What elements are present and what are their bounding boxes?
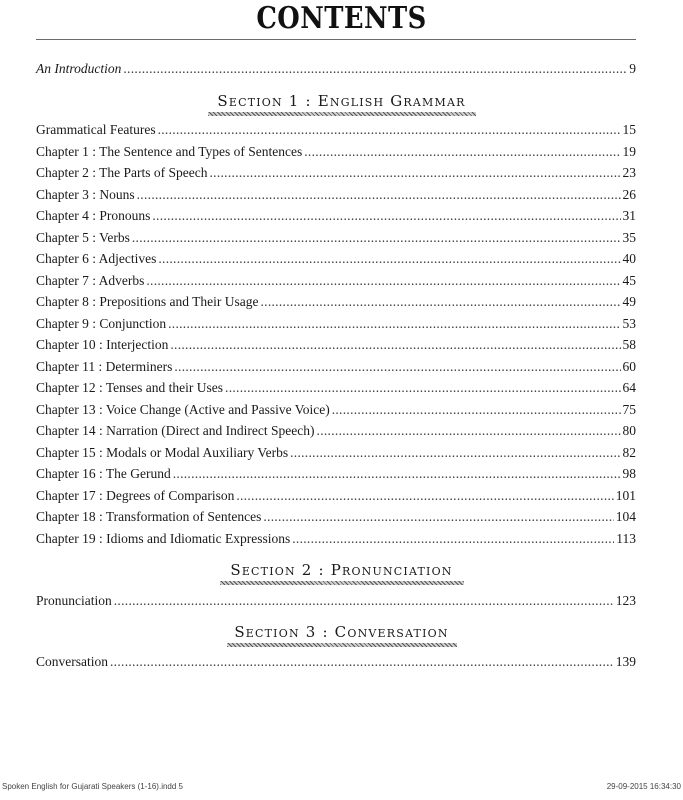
- section-heading-text: Section 3 : Conversation: [234, 623, 449, 641]
- toc-entry[interactable]: [36, 508, 636, 526]
- dot-leader: [173, 465, 621, 483]
- toc-entry-label: An Introduction: [36, 61, 122, 76]
- section-heading-text: Section 2 : Pronunciation: [230, 561, 453, 579]
- toc-entry-page: 98: [622, 466, 636, 481]
- dot-leader: [168, 315, 620, 333]
- section-1-heading: [0, 91, 683, 116]
- toc-entry[interactable]: [36, 143, 636, 161]
- toc-entry-label: Chapter 17 : Degrees of Comparison: [36, 487, 235, 503]
- dot-leader: [152, 207, 620, 225]
- toc-entry-page: 53: [622, 315, 636, 331]
- toc-entry[interactable]: [36, 465, 636, 483]
- toc-entry-page: 75: [622, 401, 636, 417]
- section-heading-underline: [227, 643, 457, 647]
- toc-entry-pronunciation[interactable]: [36, 592, 636, 610]
- toc-entry-label: Chapter 5 : Verbs: [36, 229, 130, 245]
- dot-leader: [174, 358, 620, 376]
- toc-entry-page: 58: [622, 337, 636, 352]
- toc-entry-page: 64: [622, 380, 636, 395]
- toc-entry-page: 19: [622, 143, 636, 159]
- toc-entry-label: Chapter 16 : The Gerund: [36, 466, 171, 481]
- dot-leader: [317, 422, 621, 440]
- dot-leader: [260, 293, 620, 311]
- toc-entry-label: Chapter 12 : Tenses and their Uses: [36, 380, 224, 395]
- toc-entry[interactable]: [36, 207, 636, 225]
- toc-entry-label: Conversation: [36, 654, 108, 669]
- dot-leader: [132, 229, 621, 247]
- toc-entry-page: 123: [615, 593, 636, 608]
- toc-entry[interactable]: [36, 272, 636, 290]
- toc-entry-label: Grammatical Features: [36, 122, 156, 137]
- section-heading-underline: [208, 112, 476, 116]
- toc-entry[interactable]: [36, 121, 636, 139]
- toc-entry-page: 15: [622, 122, 636, 137]
- section-heading-text: Section 1 : English Grammar: [217, 92, 466, 110]
- page-title: CONTENTS: [256, 1, 427, 36]
- toc-entry-label: Chapter 11 : Determiners: [36, 358, 173, 374]
- toc-entry[interactable]: [36, 401, 636, 419]
- toc-entry-label: Chapter 3 : Nouns: [36, 186, 135, 202]
- toc-entry-page: 113: [616, 530, 636, 546]
- toc-entry-conversation[interactable]: [36, 653, 636, 671]
- toc-entry-page: 101: [615, 487, 636, 503]
- section-2-heading: [0, 560, 683, 585]
- toc-entry-page: 80: [622, 423, 636, 438]
- dot-leader: [304, 143, 620, 161]
- dot-leader: [209, 164, 620, 182]
- toc-entry-page: 104: [615, 509, 636, 524]
- section-3-heading: [0, 622, 683, 647]
- toc-entry-label: Chapter 8 : Prepositions and Their Usage: [36, 294, 259, 309]
- toc-entry-label: Pronunciation: [36, 593, 112, 608]
- toc-entry[interactable]: [36, 379, 636, 397]
- toc-entry-label: Chapter 15 : Modals or Modal Auxiliary Verbs: [36, 444, 289, 460]
- toc-entry[interactable]: [36, 530, 636, 548]
- toc-entry[interactable]: [36, 164, 636, 182]
- toc-entry[interactable]: [36, 336, 636, 354]
- toc-entry-label: Chapter 10 : Interjection: [36, 337, 169, 352]
- dot-leader: [236, 487, 613, 505]
- toc-entry-page: 49: [622, 294, 636, 309]
- toc-entry-page: 9: [629, 61, 636, 76]
- toc-entry-page: 139: [615, 654, 636, 669]
- toc-entry[interactable]: [36, 250, 636, 268]
- toc-entry[interactable]: [36, 315, 636, 333]
- toc-entry-label: Chapter 4 : Pronouns: [36, 208, 151, 223]
- toc-entry-page: 23: [622, 165, 636, 180]
- toc-entry-label: Chapter 2 : The Parts of Speech: [36, 165, 208, 180]
- section-heading-underline: [220, 581, 464, 585]
- dot-leader: [123, 60, 627, 78]
- dot-leader: [292, 530, 614, 548]
- toc-entry[interactable]: [36, 229, 636, 247]
- toc-entry-label: Chapter 18 : Transformation of Sentences: [36, 509, 262, 524]
- toc-entry-page: 40: [622, 251, 636, 266]
- toc-entry-label: Chapter 7 : Adverbs: [36, 272, 145, 288]
- toc-entry-label: Chapter 9 : Conjunction: [36, 315, 167, 331]
- dot-leader: [225, 379, 620, 397]
- toc-entry[interactable]: [36, 444, 636, 462]
- toc-entry-page: 60: [622, 358, 636, 374]
- dot-leader: [158, 250, 620, 268]
- footer-timestamp: 29-09-2015 16:34:30: [606, 782, 681, 791]
- toc-entry-page: 45: [622, 272, 636, 288]
- dot-leader: [170, 336, 620, 354]
- dot-leader: [332, 401, 621, 419]
- dot-leader: [290, 444, 620, 462]
- title-divider: [36, 39, 636, 40]
- toc-entry-label: Chapter 6 : Adjectives: [36, 251, 157, 266]
- toc-entry[interactable]: [36, 487, 636, 505]
- toc-entry-page: 82: [622, 444, 636, 460]
- dot-leader: [158, 121, 621, 139]
- toc-entry[interactable]: [36, 293, 636, 311]
- dot-leader: [110, 653, 614, 671]
- dot-leader: [114, 592, 614, 610]
- toc-entry-page: 31: [622, 208, 636, 223]
- toc-entry-label: Chapter 19 : Idioms and Idiomatic Expressions: [36, 530, 291, 546]
- toc-entry[interactable]: [36, 186, 636, 204]
- dot-leader: [263, 508, 613, 526]
- toc-entry[interactable]: [36, 358, 636, 376]
- toc-entry-page: 26: [622, 186, 636, 202]
- toc-entry-label: Chapter 13 : Voice Change (Active and Passive Voice): [36, 401, 330, 417]
- toc-entry-introduction[interactable]: [36, 60, 636, 78]
- toc-entry-label: Chapter 1 : The Sentence and Types of Sentences: [36, 143, 303, 159]
- dot-leader: [137, 186, 621, 204]
- toc-entry[interactable]: [36, 422, 636, 440]
- toc-entry-page: 35: [622, 229, 636, 245]
- dot-leader: [146, 272, 620, 290]
- toc-entry-label: Chapter 14 : Narration (Direct and Indirect Speech): [36, 423, 315, 438]
- footer-file-name: Spoken English for Gujarati Speakers (1-16).indd 5: [2, 782, 183, 791]
